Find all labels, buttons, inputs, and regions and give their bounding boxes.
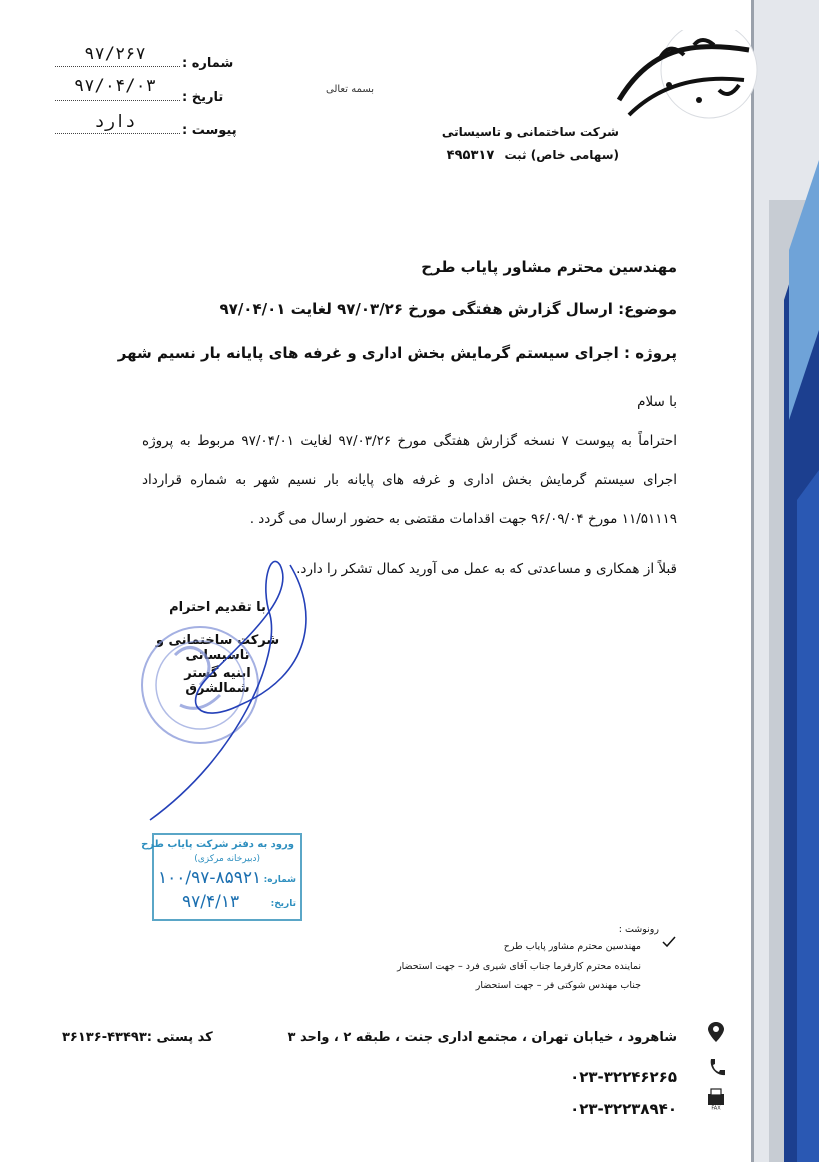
- company-type: (سهامی خاص): [530, 148, 619, 162]
- stamp-date-value: ۹۷/۴/۱۳: [182, 892, 240, 912]
- closing-line-2: شرکت ساختمانی و تاسیساتی: [155, 633, 280, 663]
- location-icon: [705, 1020, 727, 1044]
- stamp-date-label: تاریخ:: [270, 899, 296, 909]
- cc-item: جناب مهندس شوکتی فر – جهت استحضار: [475, 980, 641, 991]
- footer-postal-code: کد پستی :۴۳۴۹۳-۳۶۱۳۶: [62, 1030, 213, 1045]
- date-label: تاریخ :: [182, 90, 224, 105]
- signature-graphic: [120, 555, 340, 835]
- number-underline: [55, 66, 180, 67]
- registration-number: ۴۹۵۳۱۷: [446, 148, 495, 163]
- attachment-label: پیوست :: [182, 123, 237, 138]
- footer-address: شاهرود ، خیابان تهران ، مجتمع اداری جنت ، طبقه ۲ ، واحد ۳: [287, 1030, 677, 1045]
- number-label: شماره :: [182, 56, 234, 71]
- closing-line-3: ابنیه گستر شمالشرق: [184, 666, 251, 696]
- subject: موضوع: ارسال گزارش هفتگی مورخ ۹۷/۰۳/۲۶ لغایت ۹۷/۰۴/۰۱: [219, 300, 677, 318]
- footer-phone: ۰۲۳-۳۲۲۴۶۲۶۵: [570, 1068, 677, 1086]
- company-logo: [599, 30, 759, 130]
- stamp-number-value: ۱۰۰/۹۷-۸۵۹۲۱: [158, 868, 262, 888]
- decorative-band: [689, 0, 819, 1162]
- cc-item: مهندسین محترم مشاور پایاب طرح: [503, 941, 641, 952]
- date-underline: [55, 100, 180, 101]
- registry-stamp: [141, 833, 302, 921]
- company-registration: [447, 148, 619, 163]
- body-paragraph: احتراماً به پیوست ۷ نسخه گزارش هفتگی مورخ ۹۷/۰۳/۲۶ لغایت ۹۷/۰۴/۰۱ مربوط به پروژه اجرای سیستم گرمایش بخش اداری و غرفه های پایانه بار نسیم شهر به شماره قرارداد ۱۱/۵۱۱۱۹ مورخ ۹۶/۰۹/۰۴ جهت اقدامات مقتضی به حضور ارسال می گردد .: [142, 433, 677, 527]
- closing-line-1: با تقدیم احترام: [169, 600, 266, 615]
- thanks-line: قبلاً از همکاری و مساعدتی که به عمل می آورید کمال تشکر را دارد.: [296, 561, 677, 577]
- greeting: با سلام: [637, 394, 677, 410]
- stamp-line-1: ورود به دفتر شرکت پایاب طرح: [141, 839, 294, 850]
- cc-item: نماینده محترم کارفرما جناب آقای شیری فرد – جهت استحضار: [397, 961, 641, 972]
- letter-number: ۹۷/۲۶۷: [84, 44, 146, 64]
- phone-icon: [705, 1056, 727, 1080]
- project-title: پروژه : اجرای سیستم گرمایش بخش اداری و غرفه های پایانه بار نسیم شهر: [117, 344, 677, 362]
- stamp-line-2: (دبیرخانه مرکزی): [194, 854, 260, 864]
- fax-icon: [705, 1086, 727, 1110]
- basmala: بسمه تعالی: [326, 84, 375, 95]
- footer-fax: ۰۲۳-۳۲۲۳۸۹۴۰: [570, 1100, 677, 1118]
- stamp-number-label: شماره:: [263, 875, 296, 885]
- company-name: شرکت ساختمانی و تاسیساتی: [441, 125, 619, 139]
- cc-label: رونوشت :: [618, 924, 659, 935]
- fax-icon-label: FAX: [711, 1105, 721, 1110]
- checkmark-icon: [662, 936, 676, 948]
- attachment-underline: [55, 133, 180, 134]
- attachment-value: دارد: [94, 112, 136, 132]
- letter-date: ۹۷/۰۴/۰۳: [74, 76, 156, 96]
- registration-label: ثبت: [504, 148, 527, 162]
- recipient: مهندسین محترم مشاور پایاب طرح: [421, 258, 677, 276]
